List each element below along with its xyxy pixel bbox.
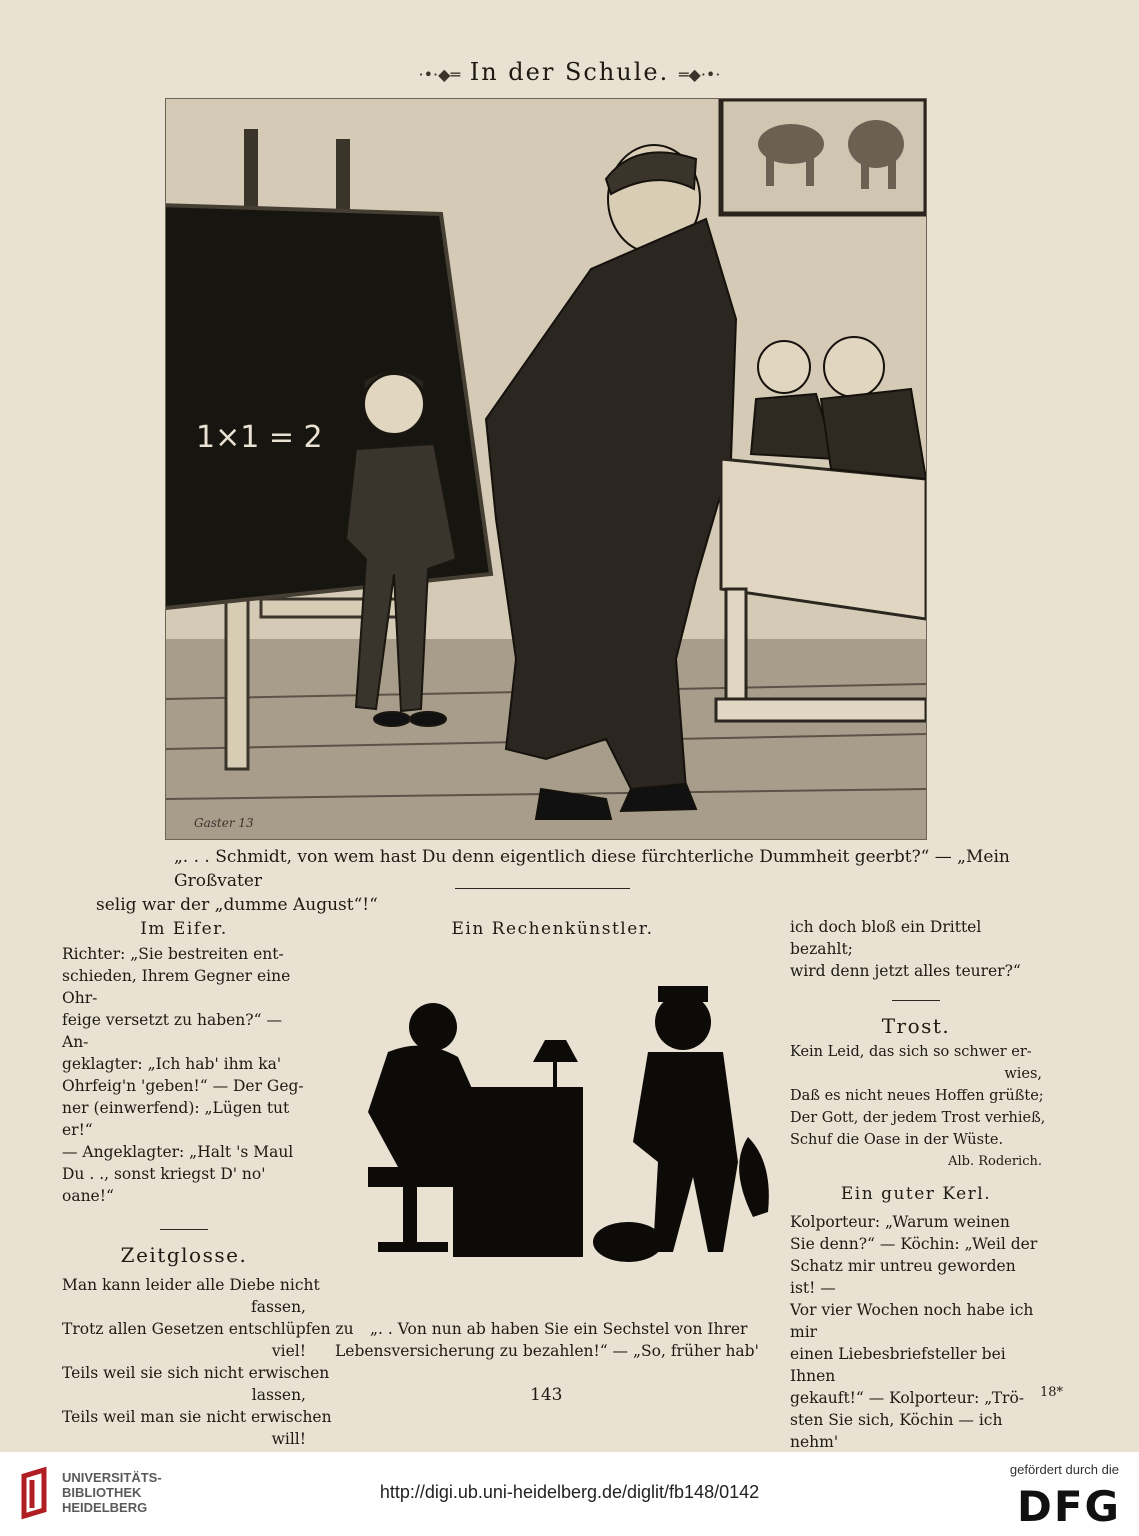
poem-line: Schuf die Oase in der Wüste. — [790, 1132, 1004, 1148]
section-divider — [160, 1229, 208, 1230]
board-equation: 1×1 = 2 — [196, 420, 323, 455]
kerl-title: Ein guter Kerl. — [840, 1184, 992, 1204]
poem-line: Man kann leider alle Diebe nicht — [62, 1276, 320, 1294]
rechenkuenstler-title: Ein Rechenkünstler. — [451, 919, 654, 939]
trost-poem — [790, 1041, 1046, 1151]
middle-column — [325, 918, 780, 940]
caption-line-2: selig war der „dumme August“!“ — [96, 895, 378, 915]
silhouette-illustration — [328, 952, 788, 1267]
rechenkuenstler-caption — [335, 1318, 775, 1362]
eifer-line: Du . ., sonst kriegst D' no' oane!“ — [62, 1165, 266, 1205]
zeitglosse-poem — [62, 1274, 354, 1450]
poem-line: Daß es nicht neues Hoffen grüßte; — [790, 1088, 1044, 1104]
kerl-line: Kolporteur: „Warum weinen — [790, 1213, 1010, 1231]
illustration-caption — [96, 845, 1046, 917]
eifer-line: feige versetzt zu haben?“ — An- — [62, 1011, 282, 1051]
eifer-line: — Angeklagter: „Halt 's Maul — [62, 1143, 294, 1161]
dfg-logo[interactable]: DFG — [1016, 1482, 1121, 1531]
eifer-line: schieden, Ihrem Gegner eine Ohr- — [62, 967, 291, 1007]
title-text: In der Schule. — [469, 58, 670, 86]
trost-title: Trost. — [881, 1014, 951, 1038]
library-line: UNIVERSITÄTS- — [62, 1470, 162, 1485]
poem-line: Teils weil sie sich nicht erwischen — [62, 1364, 330, 1382]
classroom-drawing — [166, 99, 926, 839]
kerl-line: Vor vier Wochen noch habe ich mir — [790, 1301, 1034, 1341]
poem-line: Teils weil man sie nicht erwischen — [62, 1408, 332, 1426]
caption-divider — [455, 888, 630, 889]
document-url-link[interactable]: http://digi.ub.uni-heidelberg.de/diglit/fb148/0142 — [379, 1482, 760, 1502]
page-title — [0, 58, 1139, 86]
poem-line: Kein Leid, das sich so schwer er- — [790, 1044, 1032, 1060]
eifer-line: Ohrfeig'n 'geben!“ — Der Geg- — [62, 1077, 304, 1095]
rechen-continuation-line: ich doch bloß ein Drittel bezahlt; — [790, 918, 982, 958]
eifer-text — [62, 943, 306, 1207]
trost-signature: Alb. Roderich. — [948, 1154, 1042, 1169]
poem-line: Der Gott, der jedem Trost verhieß, — [790, 1110, 1046, 1126]
poem-line: viel! — [271, 1342, 306, 1360]
funding-label: gefördert durch die — [1009, 1462, 1119, 1477]
library-line: BIBLIOTHEK — [62, 1485, 142, 1500]
poem-line: lassen, — [251, 1386, 306, 1404]
kerl-text — [790, 1211, 1042, 1475]
eifer-title: Im Eifer. — [140, 919, 228, 939]
rechen-continuation-line: wird denn jetzt alles teurer?“ — [790, 962, 1021, 980]
kerl-line: gekauft!“ — Kolporteur: „Trö- — [790, 1389, 1025, 1407]
left-column — [62, 918, 354, 1472]
artist-signature: Gaster 13 — [194, 816, 254, 830]
kerl-line: einen Liebesbriefsteller bei Ihnen — [790, 1345, 1006, 1385]
classroom-illustration — [165, 98, 927, 840]
title-ornament-left: ·•·◆═ — [418, 65, 461, 84]
poem-line: wies, — [1004, 1066, 1042, 1082]
right-column — [790, 916, 1046, 1475]
section-divider — [892, 1000, 940, 1001]
rechen-line: Lebensversicherung zu bezahlen!“ — „So, früher hab' — [335, 1342, 759, 1360]
kerl-line: Schatz mir untreu geworden ist! — — [790, 1257, 1016, 1297]
page-number: 143 — [530, 1385, 563, 1405]
footer-bar — [0, 1452, 1139, 1536]
library-line: HEIDELBERG — [62, 1500, 148, 1515]
poem-line: Trotz allen Gesetzen entschlüpfen zu — [62, 1320, 354, 1338]
poem-line: fassen, — [251, 1298, 306, 1316]
title-ornament-right: ═◆·•· — [678, 65, 721, 84]
poem-line: will! — [271, 1430, 306, 1448]
zeitglosse-title: Zeitglosse. — [120, 1243, 248, 1267]
sheet-mark: 18* — [1040, 1385, 1064, 1400]
eifer-line: ner (einwerfend): „Lügen tut er!“ — [62, 1099, 290, 1139]
eifer-line: Richter: „Sie bestreiten ent- — [62, 945, 284, 963]
rechen-line: „. . Von nun ab haben Sie ein Sechstel von Ihrer — [370, 1320, 748, 1338]
eifer-line: geklagter: „Ich hab' ihm ka' — [62, 1055, 282, 1073]
kerl-line: Sie denn?“ — Köchin: „Weil der — [790, 1235, 1038, 1253]
kerl-line: sten Sie sich, Köchin — ich nehm' — [790, 1411, 1003, 1451]
caption-line-1: „. . . Schmidt, von wem hast Du denn eigentlich diese fürchterliche Dummheit geerbt?“ — „Mein Großvater — [174, 847, 1010, 891]
